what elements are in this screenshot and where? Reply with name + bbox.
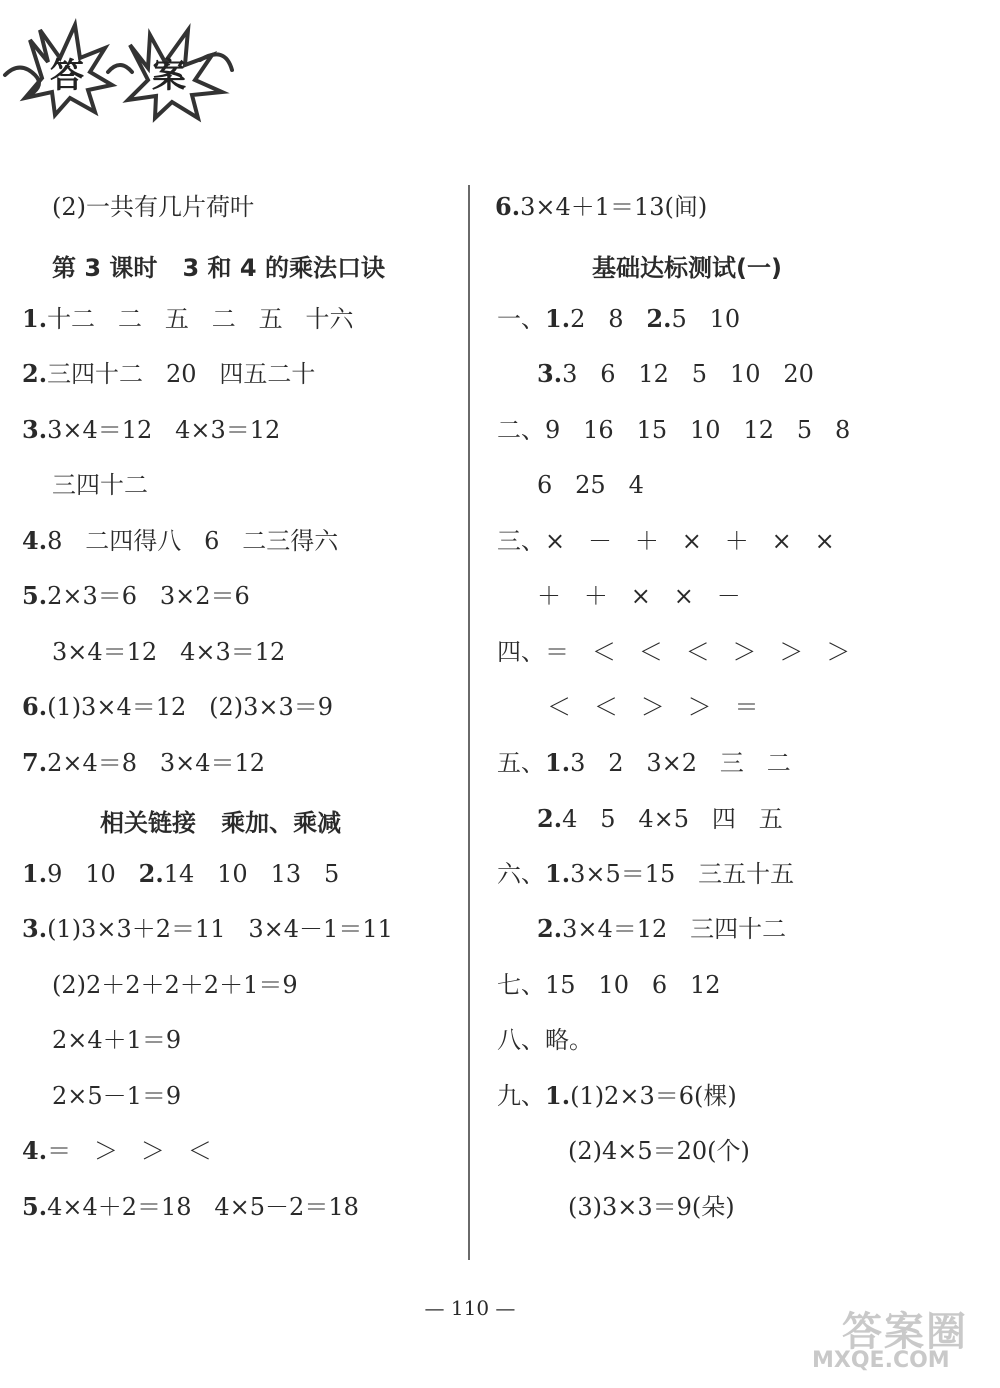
answer-line: 二、9 16 15 10 12 5 8: [497, 416, 851, 444]
section-heading: 基础达标测试(一): [592, 254, 782, 282]
answer-line: (2)2＋2＋2＋2＋1＝9: [52, 971, 298, 999]
watermark-brand: 答案圈: [842, 1309, 968, 1355]
answer-line: 2×4＋1＝9: [52, 1026, 182, 1054]
answer-line: (3)3×3＝9(朵): [568, 1193, 735, 1221]
page-number: — 110 —: [424, 1296, 516, 1320]
answer-line: 3×4＝12 4×3＝12: [52, 638, 286, 666]
column-divider: [468, 185, 470, 1260]
watermark-url: MXQE.COM: [812, 1348, 950, 1373]
answer-line: 九、1.(1)2×3＝6(棵): [497, 1081, 737, 1110]
answer-line: 四、＝ ＜ ＜ ＜ ＞ ＞ ＞: [497, 638, 851, 666]
answer-line: 5.4×4＋2＝18 4×5－2＝18: [22, 1192, 359, 1221]
answer-line: 一、1.2 8 2.5 10: [497, 304, 741, 333]
answer-line: 2×5－1＝9: [52, 1082, 182, 1110]
answer-line: 三、× － ＋ × ＋ × ×: [497, 527, 835, 555]
answer-line: 五、1.3 2 3×2 三 二: [497, 748, 791, 777]
star-swirl-icon: [0, 0, 240, 130]
answer-line: 6 25 4: [537, 471, 644, 499]
answer-line: 三四十二: [52, 471, 148, 499]
answer-line: 7.2×4＝8 3×4＝12: [22, 748, 266, 777]
answer-line: 6.3×4＋1＝13(间): [495, 192, 708, 221]
answer-line: ＜ ＜ ＞ ＞ ＝: [547, 693, 759, 721]
answer-line: 3.(1)3×3＋2＝11 3×4－1＝11: [22, 914, 393, 943]
answer-line: 4.＝ ＞ ＞ ＜: [22, 1136, 212, 1165]
banner-char-2: 案: [152, 56, 186, 96]
answer-line: 1.9 10 2.14 10 13 5: [22, 859, 340, 888]
answer-line: (2)一共有几片荷叶: [52, 193, 254, 221]
answer-line: 2.3×4＝12 三四十二: [537, 914, 787, 943]
answer-line: 六、1.3×5＝15 三五十五: [497, 859, 795, 888]
banner-char-1: 答: [50, 56, 84, 96]
watermark-logo: [802, 1300, 992, 1380]
answer-line: (2)4×5＝20(个): [568, 1137, 750, 1165]
section-heading: 相关链接 乘加、乘减: [100, 809, 342, 837]
answer-line: 5.2×3＝6 3×2＝6: [22, 581, 250, 610]
answer-banner: [0, 0, 240, 130]
answer-line: 4.8 二四得八 6 二三得六: [22, 526, 339, 555]
section-heading: 第 3 课时 3 和 4 的乘法口诀: [52, 254, 385, 282]
answer-line: ＋ ＋ × × －: [537, 582, 741, 610]
answer-line: 2.4 5 4×5 四 五: [537, 804, 783, 833]
answer-line: 3.3 6 12 5 10 20: [537, 359, 814, 388]
answer-line: 3.3×4＝12 4×3＝12: [22, 415, 281, 444]
answer-line: 6.(1)3×4＝12 (2)3×3＝9: [22, 692, 334, 721]
answer-line: 七、15 10 6 12: [497, 971, 721, 999]
answer-line: 1.十二 二 五 二 五 十六: [22, 304, 354, 333]
answer-line: 八、略。: [497, 1026, 593, 1054]
answer-line: 2.三四十二 20 四五二十: [22, 359, 316, 388]
